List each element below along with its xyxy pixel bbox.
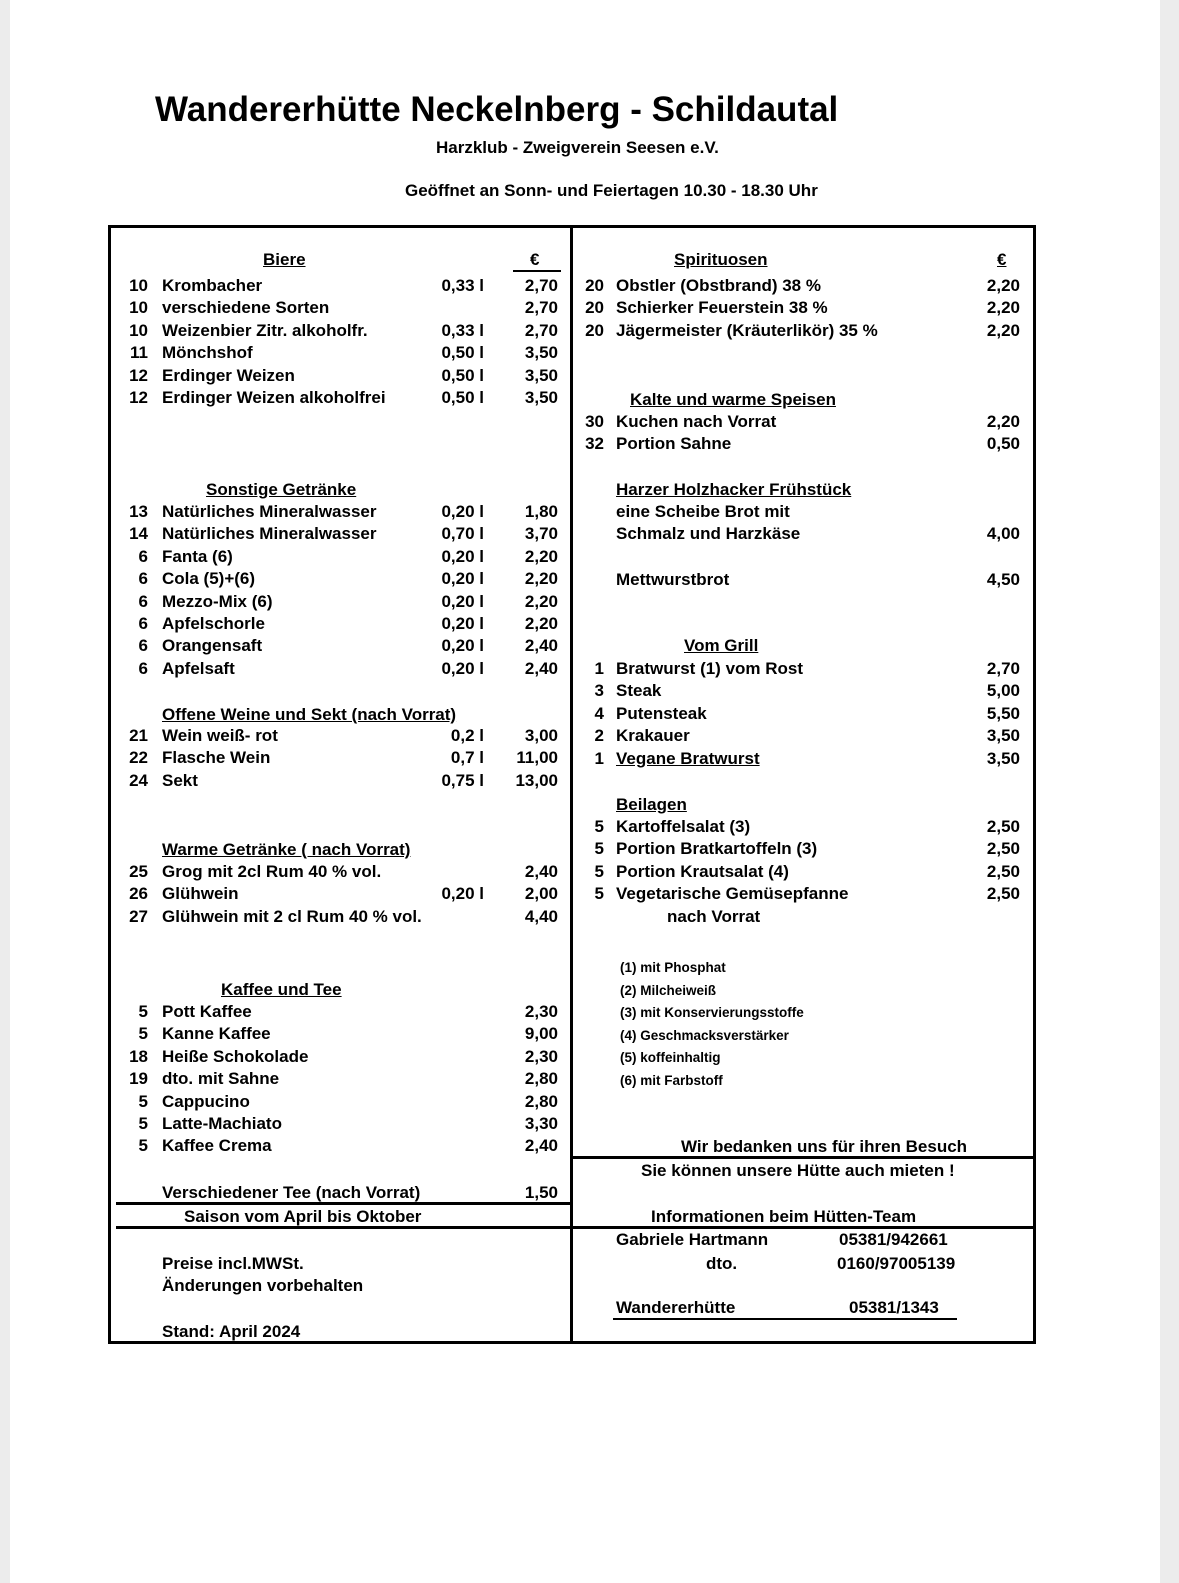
menu-item xyxy=(0,704,1179,726)
menu-item xyxy=(0,1047,1179,1069)
heading-sonstige: Sonstige Getränke xyxy=(206,480,357,499)
menu-item xyxy=(0,1092,1179,1114)
item-price: 3,00 xyxy=(524,726,558,745)
item-no: 5 xyxy=(594,817,604,836)
item-price: 3,30 xyxy=(524,1114,558,1133)
item-price: 2,20 xyxy=(986,320,1020,340)
item-no: 12 xyxy=(129,388,148,407)
footnote: (4) Geschmacksverstärker xyxy=(620,1027,789,1043)
menu-item xyxy=(0,276,1179,298)
item-no: 5 xyxy=(138,1114,148,1133)
item-price: 2,20 xyxy=(524,569,558,589)
item-price: 2,20 xyxy=(524,546,558,566)
item-no: 19 xyxy=(129,1069,148,1089)
item-price: 1,80 xyxy=(524,502,558,521)
item-price: 3,50 xyxy=(524,365,558,385)
item-size: 0,20 l xyxy=(441,658,484,678)
heading-speisen: Kalte und warme Speisen xyxy=(630,390,836,409)
item-name: Kartoffelsalat (3) xyxy=(616,817,751,836)
item-name: Cappucino xyxy=(162,1091,250,1111)
item-no: 27 xyxy=(129,906,148,926)
fruehstueck-line2: Schmalz und Harzkäse xyxy=(616,524,801,543)
item-no: 1 xyxy=(594,659,604,678)
currency-label-right: € xyxy=(997,250,1007,269)
menu-item xyxy=(0,434,1179,456)
item-no: 22 xyxy=(129,748,148,768)
item-no: 6 xyxy=(138,636,148,656)
item-no: 14 xyxy=(129,524,148,544)
item-size: 0,20 l xyxy=(441,591,484,611)
item-no: 5 xyxy=(138,1091,148,1111)
item-price: 2,50 xyxy=(986,861,1020,881)
item-price: 5,00 xyxy=(986,681,1020,701)
item-price: 11,00 xyxy=(516,748,558,768)
footnote: (3) mit Konservierungsstoffe xyxy=(620,1005,804,1021)
item-price: 2,50 xyxy=(986,884,1020,904)
footer-changes: Änderungen vorbehalten xyxy=(162,1276,364,1295)
item-name: Natürliches Mineralwasser xyxy=(162,502,377,521)
item-no: 20 xyxy=(585,276,604,295)
item-name: Portion Bratkartoffeln (3) xyxy=(616,839,818,859)
item-name: Krakauer xyxy=(616,726,690,746)
footnote: (5) koffeinhaltig xyxy=(620,1050,721,1066)
contact-phone: 05381/942661 xyxy=(839,1230,948,1249)
item-name: Pott Kaffee xyxy=(162,1002,252,1021)
item-size: 0,7 l xyxy=(450,748,484,768)
season-text: Saison vom April bis Oktober xyxy=(184,1207,422,1226)
item-name: Grog mit 2cl Rum 40 % vol. xyxy=(162,862,382,881)
item-no: 26 xyxy=(129,884,148,904)
item-price: 13,00 xyxy=(515,770,558,790)
menu-item xyxy=(0,1024,1179,1046)
item-name: Latte-Machiato xyxy=(162,1114,282,1133)
menu-item xyxy=(0,681,1179,703)
item-no: 18 xyxy=(129,1046,148,1066)
menu-item xyxy=(0,388,1179,410)
item-name: Glühwein mit 2 cl Rum 40 % vol. xyxy=(162,906,422,926)
contact-name: Wandererhütte xyxy=(616,1298,736,1317)
contact-phone: 0160/97005139 xyxy=(837,1254,956,1273)
item-name: Portion Sahne xyxy=(616,434,732,454)
item-name: Weizenbier Zitr. alkoholfr. xyxy=(162,320,368,340)
fruehstueck-line1: eine Scheibe Brot mit xyxy=(616,502,790,521)
item-no: 6 xyxy=(138,546,148,566)
menu-item xyxy=(0,1136,1179,1158)
item-name: Schierker Feuerstein 38 % xyxy=(616,298,828,318)
item-price: 3,70 xyxy=(524,524,558,544)
item-no: 5 xyxy=(594,884,604,904)
item-price: 2,80 xyxy=(524,1069,558,1089)
item-size: 0,75 l xyxy=(441,770,484,790)
menu-item xyxy=(0,1114,1179,1136)
item-name: Vegane Bratwurst xyxy=(616,748,760,768)
item-name: Vegetarische Gemüsepfanne xyxy=(616,884,849,904)
item-price: 2,70 xyxy=(524,320,558,340)
menu-item xyxy=(0,817,1179,839)
item-no: 20 xyxy=(585,320,604,340)
tee-price: 1,50 xyxy=(524,1183,558,1202)
item-price: 5,50 xyxy=(986,703,1020,723)
menu-item xyxy=(0,366,1179,388)
item-name: verschiedene Sorten xyxy=(162,298,330,318)
item-price: 2,20 xyxy=(986,298,1020,318)
item-no: 5 xyxy=(594,839,604,859)
item-price: 2,30 xyxy=(524,1002,558,1021)
item-size: 0,50 l xyxy=(441,365,484,385)
item-size: 0,20 l xyxy=(441,614,484,633)
item-name: Bratwurst (1) vom Rost xyxy=(616,659,804,678)
item-name: Sekt xyxy=(162,770,198,790)
menu-item xyxy=(0,343,1179,365)
menu-item xyxy=(0,862,1179,884)
item-name: Krombacher xyxy=(162,276,263,295)
item-price: 2,80 xyxy=(524,1091,558,1111)
item-name: dto. mit Sahne xyxy=(162,1069,280,1089)
item-size: 0,20 l xyxy=(441,502,484,521)
currency-underline-left xyxy=(513,270,561,272)
item-no: 10 xyxy=(129,276,148,295)
item-no: 13 xyxy=(129,502,148,521)
mettwurst-price: 4,50 xyxy=(986,570,1020,589)
item-no: 6 xyxy=(138,658,148,678)
item-size: 0,33 l xyxy=(441,276,484,295)
item-price: 2,50 xyxy=(986,817,1020,836)
menu-item xyxy=(0,884,1179,906)
item-name: Mönchshof xyxy=(162,343,253,363)
menu-item xyxy=(0,749,1179,771)
menu-item xyxy=(0,726,1179,748)
menu-item xyxy=(0,547,1179,569)
item-no: 6 xyxy=(138,569,148,589)
menu-item xyxy=(0,839,1179,861)
item-name: Jägermeister (Kräuterlikör) 35 % xyxy=(616,320,878,340)
item-price: 2,20 xyxy=(524,591,558,611)
item-no: 2 xyxy=(594,726,604,746)
item-price: 2,40 xyxy=(524,636,558,656)
item-price: 2,30 xyxy=(524,1046,558,1066)
item-name: Mezzo-Mix (6) xyxy=(162,591,273,611)
item-size: 0,33 l xyxy=(441,320,484,340)
menu-item xyxy=(0,412,1179,434)
menu-item xyxy=(0,298,1179,320)
item-no: 10 xyxy=(129,320,148,340)
heading-spirituosen: Spirituosen xyxy=(674,250,768,269)
item-size: 0,20 l xyxy=(441,884,484,904)
item-name: Kanne Kaffee xyxy=(162,1024,271,1044)
item-name: Kaffee Crema xyxy=(162,1136,272,1156)
fruehstueck-price: 4,00 xyxy=(986,524,1020,543)
item-size: 0,2 l xyxy=(450,726,484,745)
footnote: (6) mit Farbstoff xyxy=(620,1073,723,1088)
item-price: 0,50 xyxy=(986,434,1020,454)
item-no: 20 xyxy=(585,298,604,318)
item-no: 5 xyxy=(138,1002,148,1021)
item-no: 10 xyxy=(129,298,148,318)
item-no: 1 xyxy=(594,748,604,768)
item-size: 0,20 l xyxy=(441,569,484,589)
heading-warme: Warme Getränke ( nach Vorrat) xyxy=(162,840,411,859)
menu-item xyxy=(0,636,1179,658)
footnote: (2) Milcheiweiß xyxy=(620,982,717,998)
heading-grill: Vom Grill xyxy=(684,636,759,655)
item-no: 5 xyxy=(594,861,604,881)
item-price: 2,20 xyxy=(986,276,1020,295)
menu-item xyxy=(0,907,1179,929)
item-price: 2,40 xyxy=(524,1136,558,1156)
item-name: Natürliches Mineralwasser xyxy=(162,524,377,544)
contact-phone: 05381/1343 xyxy=(849,1298,939,1317)
item-size: 0,50 l xyxy=(441,343,484,363)
item-size: 0,20 l xyxy=(441,636,484,656)
item-name: Wein weiß- rot xyxy=(162,726,278,745)
item-name: Portion Krautsalat (4) xyxy=(616,861,789,881)
item-name: Flasche Wein xyxy=(162,748,271,768)
heading-biere: Biere xyxy=(263,250,306,269)
item-no: 12 xyxy=(129,365,148,385)
item-no: 24 xyxy=(129,770,148,790)
item-name: Steak xyxy=(616,681,662,701)
heading-fruehstueck: Harzer Holzhacker Frühstück xyxy=(616,480,852,499)
menu-item xyxy=(0,1069,1179,1091)
item-no: 32 xyxy=(585,434,604,454)
heading-kaffee: Kaffee und Tee xyxy=(221,980,342,999)
item-price: 3,50 xyxy=(524,343,558,363)
page-title: Wandererhütte Neckelnberg - Schildautal xyxy=(155,90,839,129)
item-no: 5 xyxy=(138,1024,148,1044)
item-price: 2,20 xyxy=(524,614,558,633)
item-price: 2,40 xyxy=(524,862,558,881)
item-price: 2,70 xyxy=(524,276,558,295)
item-no: 25 xyxy=(129,862,148,881)
menu-item xyxy=(0,592,1179,614)
item-name: Fanta (6) xyxy=(162,546,233,566)
menu-item xyxy=(0,771,1179,793)
item-price: 2,70 xyxy=(986,659,1020,678)
item-price: 9,00 xyxy=(524,1024,558,1044)
item-no: 3 xyxy=(594,681,604,701)
item-size: 0,70 l xyxy=(441,524,484,544)
item-price: 4,40 xyxy=(524,906,558,926)
item-name: Heiße Schokolade xyxy=(162,1046,309,1066)
item-price: 2,40 xyxy=(524,658,558,678)
item-price: 2,70 xyxy=(524,298,558,318)
item-no: 5 xyxy=(138,1136,148,1156)
thanks-text: Wir bedanken uns für ihren Besuch xyxy=(681,1137,968,1156)
item-name: Apfelschorle xyxy=(162,614,265,633)
beilagen-note: nach Vorrat xyxy=(667,907,761,926)
menu-item xyxy=(0,659,1179,681)
info-heading: Informationen beim Hütten-Team xyxy=(651,1207,917,1226)
opening-hours: Geöffnet an Sonn- und Feiertagen 10.30 - 18.30 Uhr xyxy=(405,181,818,200)
menu-item xyxy=(0,321,1179,343)
item-no: 21 xyxy=(129,726,148,745)
tee-name: Verschiedener Tee (nach Vorrat) xyxy=(162,1183,421,1202)
footer-prices: Preise incl.MWSt. xyxy=(162,1254,304,1273)
item-name: Cola (5)+(6) xyxy=(162,569,256,589)
contact-name: dto. xyxy=(706,1254,738,1273)
page-subtitle: Harzklub - Zweigverein Seesen e.V. xyxy=(436,138,719,157)
item-price: 3,50 xyxy=(524,388,558,407)
heading-weine: Offene Weine und Sekt (nach Vorrat) xyxy=(162,705,457,724)
item-name: Obstler (Obstbrand) 38 % xyxy=(616,276,821,295)
item-name: Putensteak xyxy=(616,703,707,723)
menu-item xyxy=(0,614,1179,636)
item-price: 2,00 xyxy=(524,884,558,904)
mettwurst-name: Mettwurstbrot xyxy=(616,570,730,589)
item-price: 2,50 xyxy=(986,839,1020,859)
footer-date: Stand: April 2024 xyxy=(162,1322,301,1341)
item-name: Kuchen nach Vorrat xyxy=(616,412,777,431)
item-name: Glühwein xyxy=(162,884,239,904)
item-price: 3,50 xyxy=(986,748,1020,768)
item-size: 0,20 l xyxy=(441,546,484,566)
item-name: Orangensaft xyxy=(162,636,263,656)
item-price: 3,50 xyxy=(986,726,1020,746)
item-no: 30 xyxy=(585,412,604,431)
item-size: 0,50 l xyxy=(441,388,484,407)
menu-item xyxy=(0,502,1179,524)
item-name: Erdinger Weizen alkoholfrei xyxy=(162,388,386,407)
menu-item xyxy=(0,1002,1179,1024)
item-no: 6 xyxy=(138,614,148,633)
currency-label-left: € xyxy=(530,250,540,269)
item-no: 4 xyxy=(594,703,604,723)
contact-underline xyxy=(613,1318,957,1320)
item-no: 6 xyxy=(138,591,148,611)
rent-text: Sie können unsere Hütte auch mieten ! xyxy=(641,1161,955,1180)
item-name: Erdinger Weizen xyxy=(162,365,295,385)
item-name: Apfelsaft xyxy=(162,658,235,678)
item-no: 11 xyxy=(130,343,148,363)
footnote: (1) mit Phosphat xyxy=(620,960,726,975)
heading-beilagen: Beilagen xyxy=(616,795,687,814)
contact-name: Gabriele Hartmann xyxy=(616,1230,769,1249)
item-price: 2,20 xyxy=(986,412,1020,431)
